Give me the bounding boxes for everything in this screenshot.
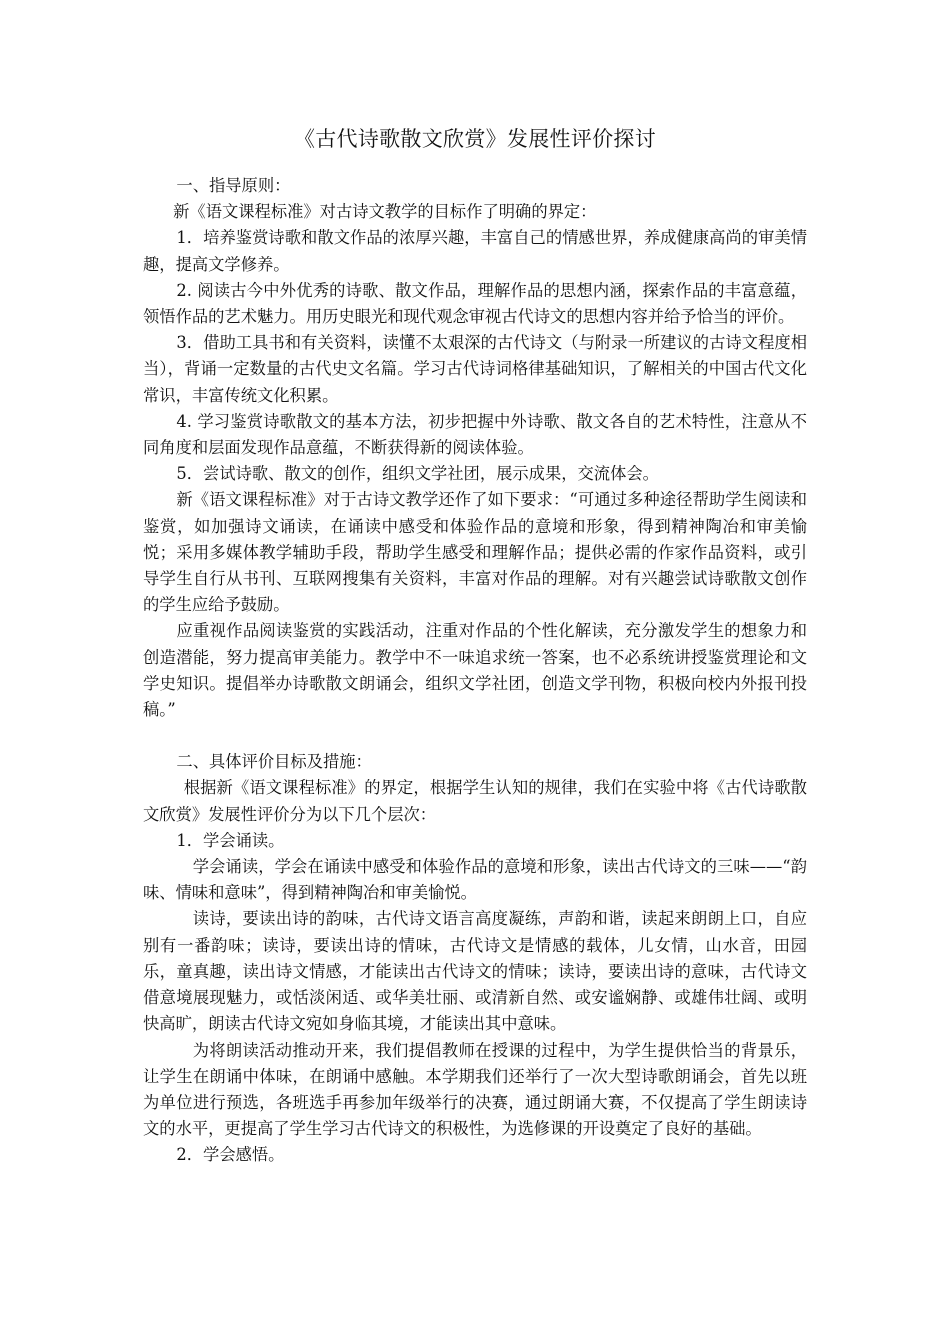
paragraph-recite-intro: 学会诵读，学会在诵读中感受和体验作品的意境和形象，读出古代诗文的三味——“韵味、情味和意味”，得到精神陶冶和审美愉悦。 <box>143 857 807 903</box>
section-heading-1: 一、指导原则： <box>176 176 291 195</box>
list-item-goal-2: 2. 阅读古今中外优秀的诗歌、散文作品，理解作品的思想内涵，探索作品的丰富意蕴，领悟作品的艺术魅力。用历史眼光和现代观念审视古代诗文的思想内容并给予恰当的评价。 <box>143 280 807 327</box>
paragraph-intro: 新《语文课程标准》对古诗文教学的目标作了明确的界定： <box>173 202 597 222</box>
page-title: 《古代诗歌散文欣赏》发展性评价探讨 <box>293 127 657 151</box>
list-item-goal-1: 1．培养鉴赏诗歌和散文作品的浓厚兴趣，丰富自己的情感世界，养成健康高尚的审美情趣，提高文学修养。 <box>143 228 807 274</box>
paragraph-emphasis: 应重视作品阅读鉴赏的实践活动，注重对作品的个性化解读，充分激发学生的想象力和创造潜能，努力提高审美能力。教学中不一味追求统一答案，也不必系统讲授鉴赏理论和文学史知识。提倡举办诗歌散文朗诵会，组织文学社团，创造文学刊物，积极向校内外报刊投稿。” <box>143 621 807 720</box>
blank-line <box>143 723 807 749</box>
document-body <box>143 124 807 1169</box>
list-item-goal-3: 3．借助工具书和有关资料，读懂不太艰深的古代诗文（与附录一所建议的古诗文程度相当），背诵一定数量的古代史文名篇。学习古代诗词格律基础知识，了解相关的中国古代文化常识，丰富传统文化积累。 <box>143 333 807 405</box>
subheading-perceive: 2．学会感悟。 <box>176 1145 285 1165</box>
paragraph-recital-activity: 为将朗读活动推动开来，我们提倡教师在授课的过程中，为学生提供恰当的背景乐，让学生在朗诵中体味，在朗诵中感触。本学期我们还举行了一次大型诗歌朗诵会，首先以班为单位进行预选，各班选手再参加年级举行的决赛，通过朗诵大赛，不仅提高了学生朗读诗文的水平，更提高了学生学习古代诗文的积极性，为选修课的开设奠定了良好的基础。 <box>143 1040 807 1139</box>
paragraph-reading-poems: 读诗，要读出诗的韵味，古代诗文语言高度凝练，声韵和谐，读起来朗朗上口，自应别有一番韵味；读诗，要读出诗的情味，古代诗文是情感的载体，儿女情，山水音，田园乐，童真趣，读出诗文情感，才能读出古代诗文的情味；读诗，要读出诗的意味，古代诗文借意境展现魅力，或恬淡闲适、或华美壮丽、或清新自然、或安谧娴静、或雄伟壮阔、或明快高旷，朗读古代诗文宛如身临其境，才能读出其中意味。 <box>143 909 807 1034</box>
section-heading-2: 二、具体评价目标及措施： <box>176 752 372 772</box>
paragraph-requirements: 新《语文课程标准》对于古诗文教学还作了如下要求：“可通过多种途径帮助学生阅读和鉴赏，如加强诗文诵读，在诵读中感受和体验作品的意境和形象，得到精神陶冶和审美愉悦；采用多媒体教学辅助手段，帮助学生感受和理解作品；提供必需的作家作品资料，或引导学生自行从书刊、互联网搜集有关资料，丰富对作品的理解。对有兴趣尝试诗歌散文创作的学生应给予鼓励。 <box>143 490 807 615</box>
paragraph-levels-intro: 根据新《语文课程标准》的界定，根据学生认知的规律，我们在实验中将《古代诗歌散文欣赏》发展性评价分为以下几个层次： <box>143 778 807 824</box>
list-item-goal-4: 4. 学习鉴赏诗歌散文的基本方法，初步把握中外诗歌、散文各自的艺术特性，注意从不同角度和层面发现作品意蕴，不断获得新的阅读体验。 <box>143 411 807 458</box>
list-item-goal-5: 5．尝试诗歌、散文的创作，组织文学社团，展示成果，交流体会。 <box>176 464 659 484</box>
subheading-recite: 1．学会诵读。 <box>176 830 285 850</box>
